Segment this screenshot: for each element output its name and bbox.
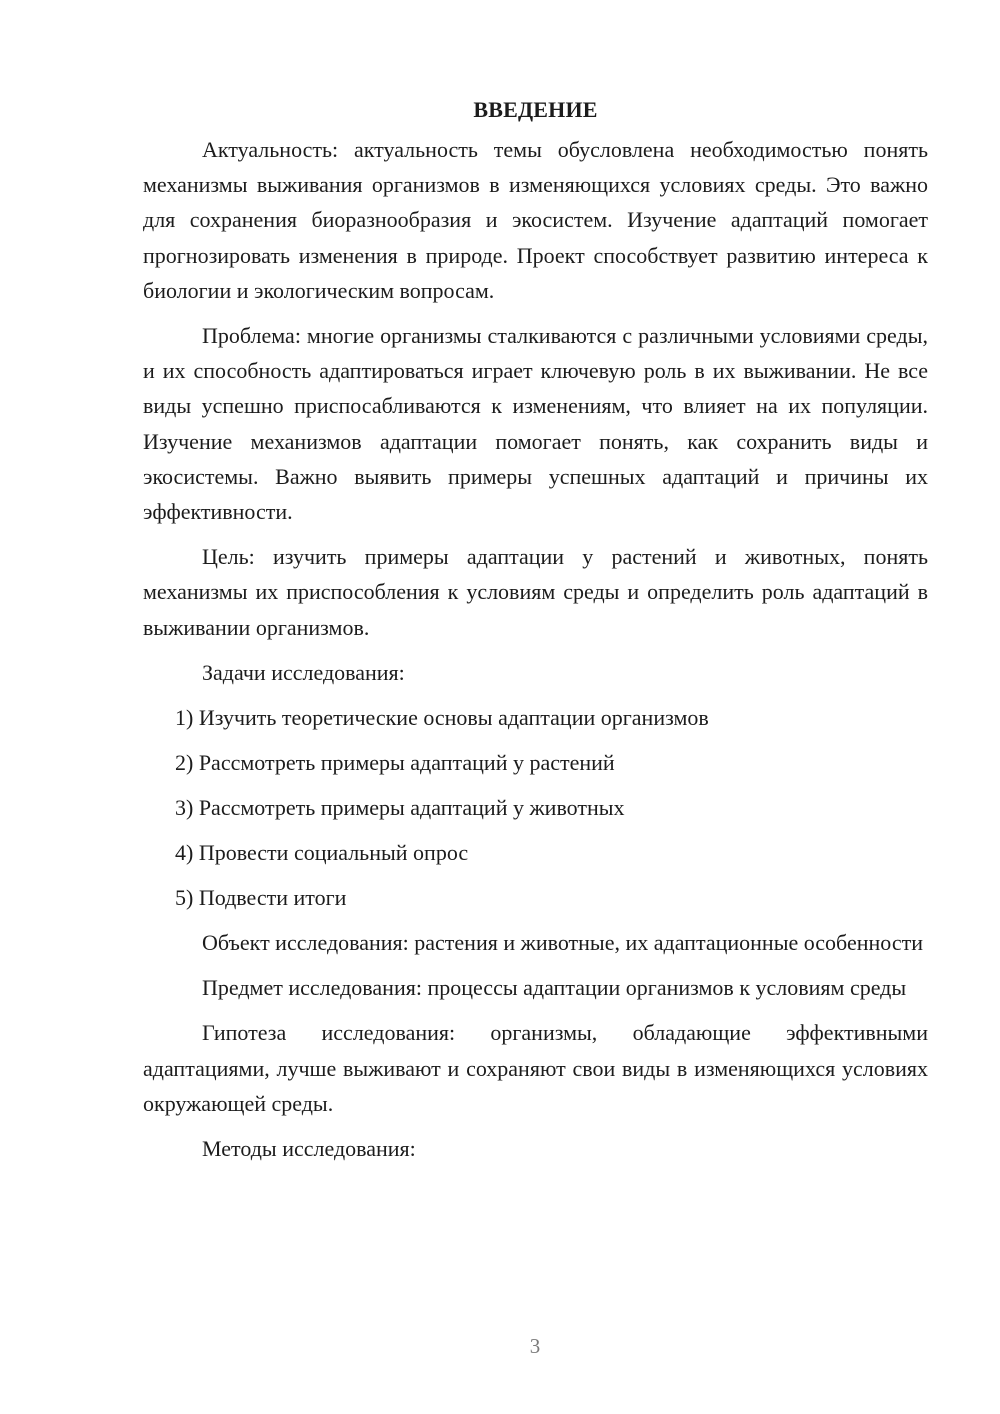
subject-paragraph: Предмет исследования: процессы адаптации организмов к условиям среды — [202, 975, 907, 1001]
task-item-5: 5) Подвести итоги — [175, 885, 347, 911]
document-title: ВВЕДЕНИЕ — [473, 97, 598, 122]
problem-paragraph: Проблема: многие организмы сталкиваются с различными условиями среды, и их способность адаптироваться играет ключевую роль в их выживании. Не все виды успешно приспосабливаются к изменениям, что влияет на их популяции. Изучение механизмов адаптации помогает понять, как сохранить виды и экосистемы. Важно выявить примеры успешных адаптаций и причины их эффективности. — [143, 323, 928, 525]
page-number: 3 — [529, 1334, 541, 1358]
task-item-1: 1) Изучить теоретические основы адаптации организмов — [175, 705, 709, 731]
hypothesis-paragraph: Гипотеза исследования: организмы, обладающие эффективными адаптациями, лучше выживают и сохраняют свои виды в изменяющихся условиях окружающей среды. — [143, 1020, 928, 1116]
tasks-heading: Задачи исследования: — [202, 659, 405, 685]
relevance-paragraph: Актуальность: актуальность темы обусловлена необходимостью понять механизмы выживания организмов в изменяющихся условиях среды. Это важно для сохранения биоразнообразия и экосистем. Изучение адаптаций помогает прогнозировать изменения в природе. Проект способствует развитию интереса к биологии и экологическим вопросам. — [143, 137, 928, 303]
task-item-3: 3) Рассмотреть примеры адаптаций у животных — [175, 795, 625, 821]
task-item-4: 4) Провести социальный опрос — [175, 840, 469, 866]
object-paragraph: Объект исследования: растения и животные, их адаптационные особенности — [202, 930, 923, 956]
document-page — [143, 92, 928, 1176]
methods-heading: Методы исследования: — [202, 1136, 416, 1162]
goal-paragraph: Цель: изучить примеры адаптации у растений и животных, понять механизмы их приспособления к условиям среды и определить роль адаптаций в выживании организмов. — [143, 544, 928, 640]
task-item-2: 2) Рассмотреть примеры адаптаций у растений — [175, 750, 615, 776]
